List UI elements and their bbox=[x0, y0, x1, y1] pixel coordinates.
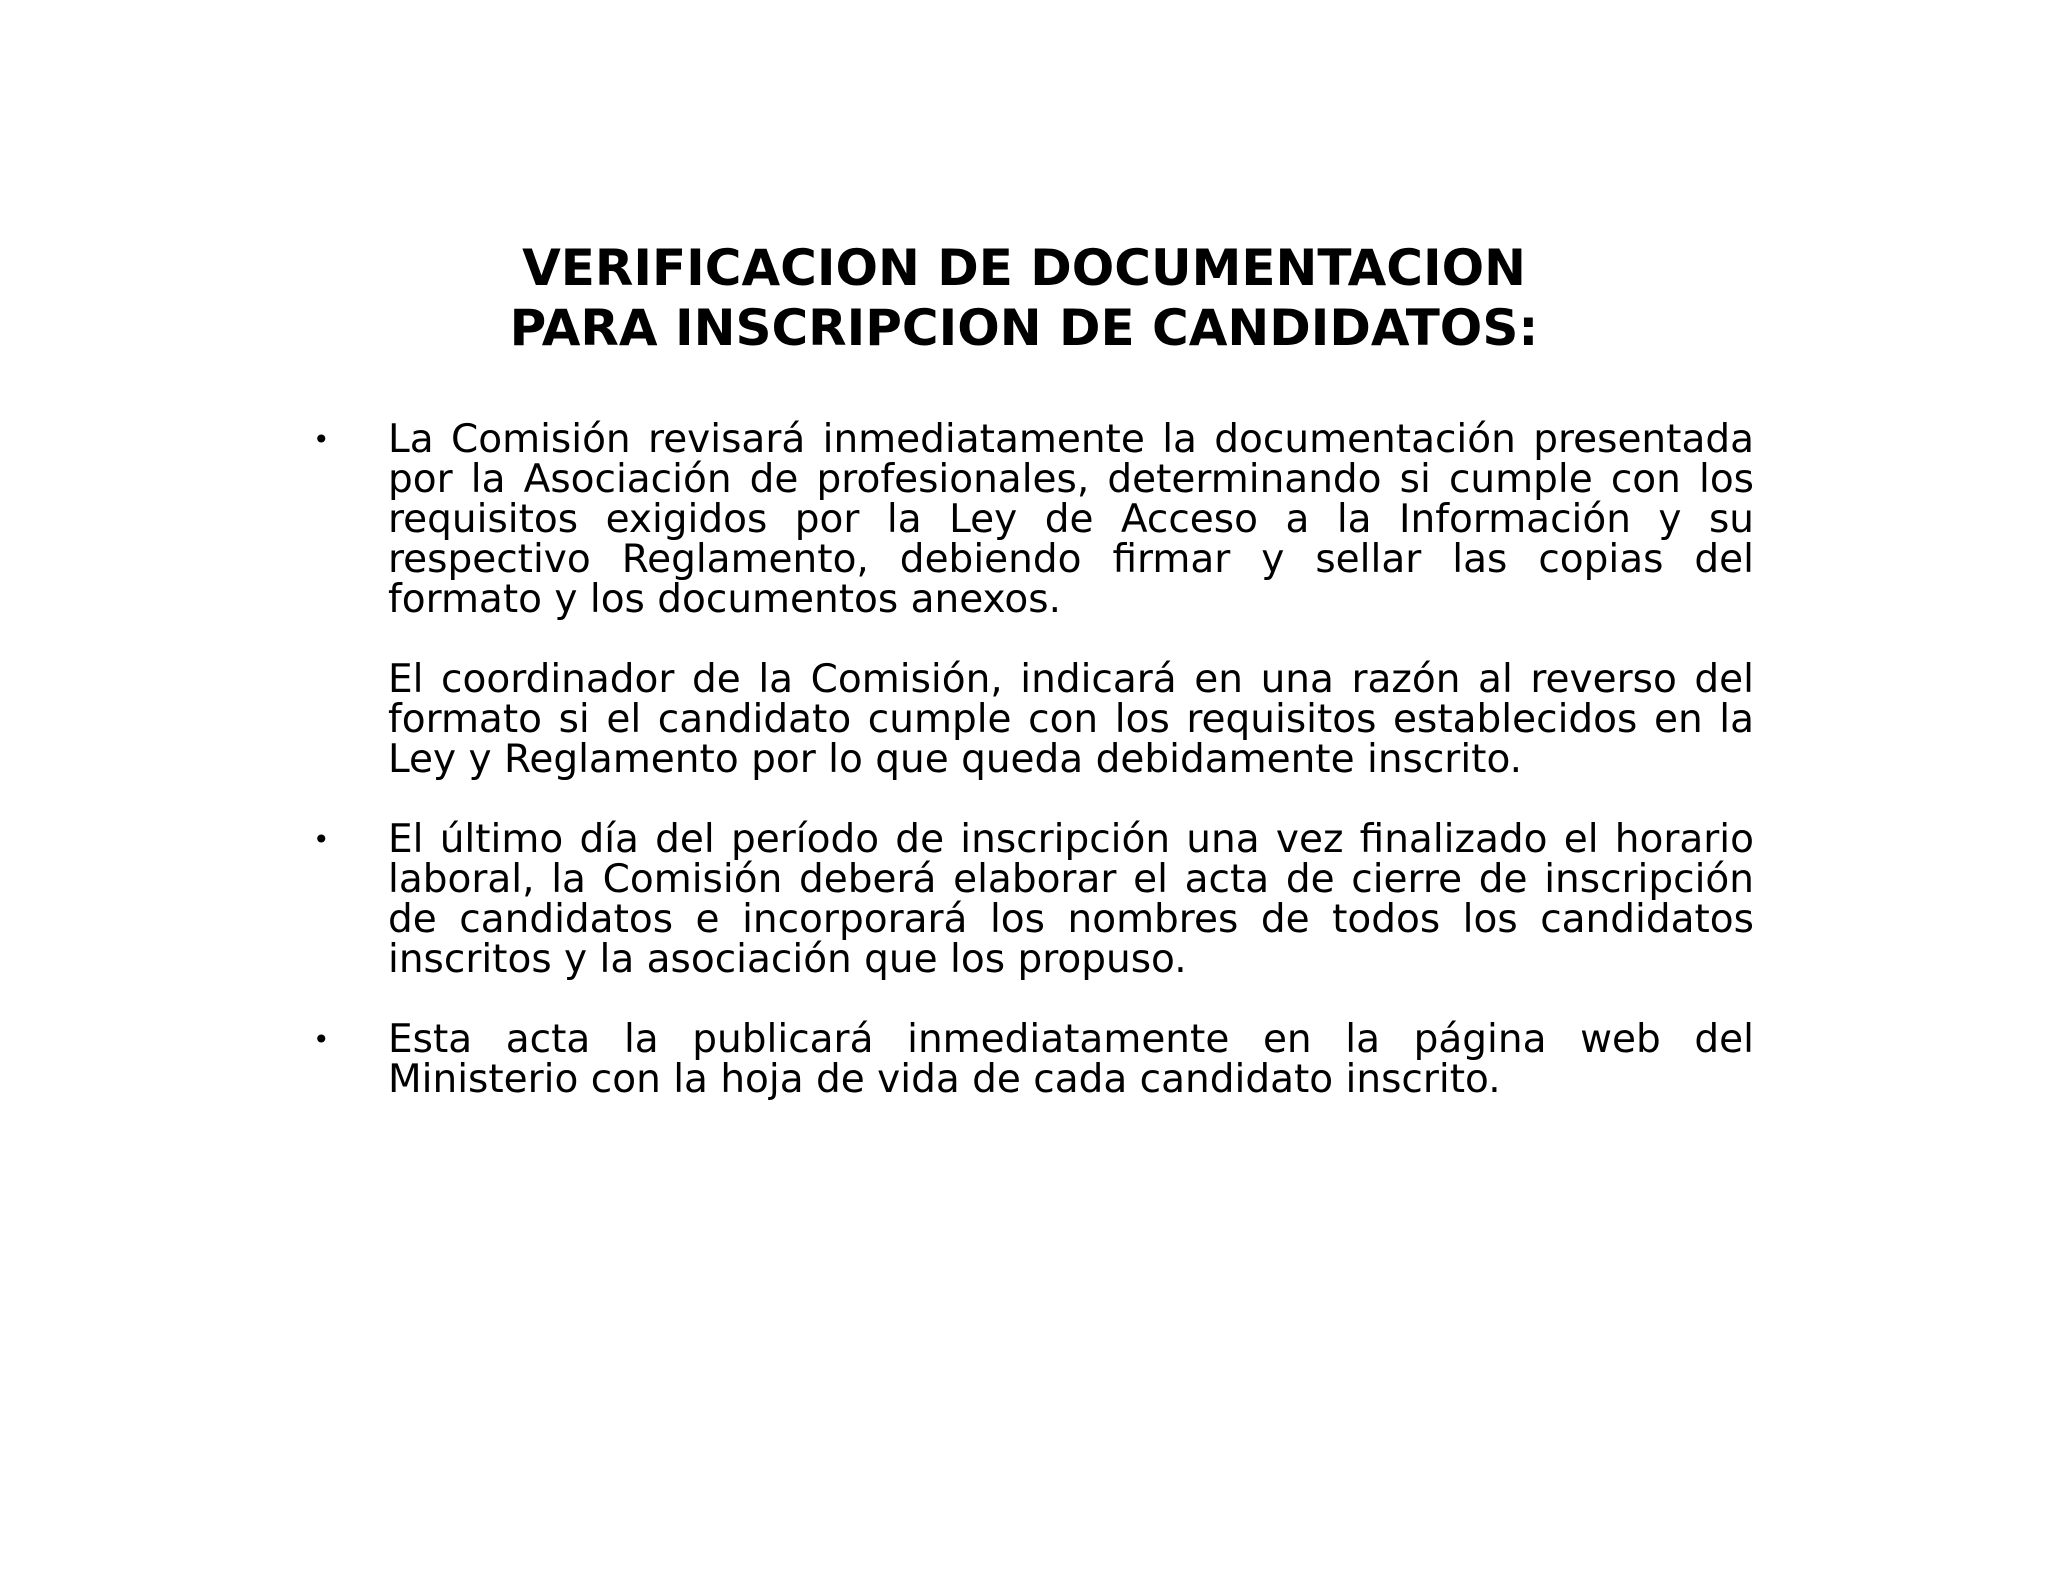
paragraph-text: Esta acta la publicará inmediatamente en la página web del Ministerio con la hoja de vida de cada candidato inscrito. bbox=[388, 1017, 1754, 1102]
paragraph-cierre bbox=[313, 817, 1754, 982]
paragraph-publicacion bbox=[313, 1017, 1754, 1102]
title-line-2: PARA INSCRIPCION DE CANDIDATOS: bbox=[509, 299, 1539, 357]
paragraph-text: La Comisión revisará inmediatamente la documentación presentada por la Asociación de profesionales, determinando si cumple con los requisitos exigidos por la Ley de Acceso a la Información y su respectivo Reglamento, debiendo firmar y sellar las copias del formato y los documentos anexos. bbox=[388, 417, 1754, 622]
paragraph-coordinador bbox=[388, 657, 1754, 782]
paragraph-text: El último día del período de inscripción una vez finalizado el horario laboral, la Comisión deberá elaborar el acta de cierre de inscripción de candidatos e incorporará los nombres de todos los candidatos inscritos y la asociación que los propuso. bbox=[388, 817, 1754, 982]
bullet-marker: • bbox=[313, 423, 330, 456]
bullet-marker: • bbox=[313, 823, 330, 856]
document-body bbox=[313, 417, 1754, 1102]
paragraph-revision bbox=[313, 417, 1754, 622]
page-title bbox=[0, 238, 2048, 358]
title-line-1: VERIFICACION DE DOCUMENTACION bbox=[522, 239, 1526, 297]
bullet-marker: • bbox=[313, 1023, 330, 1056]
paragraph-text: El coordinador de la Comisión, indicará en una razón al reverso del formato si el candidato cumple con los requisitos establecidos en la Ley y Reglamento por lo que queda debidamente inscrito. bbox=[388, 657, 1754, 782]
